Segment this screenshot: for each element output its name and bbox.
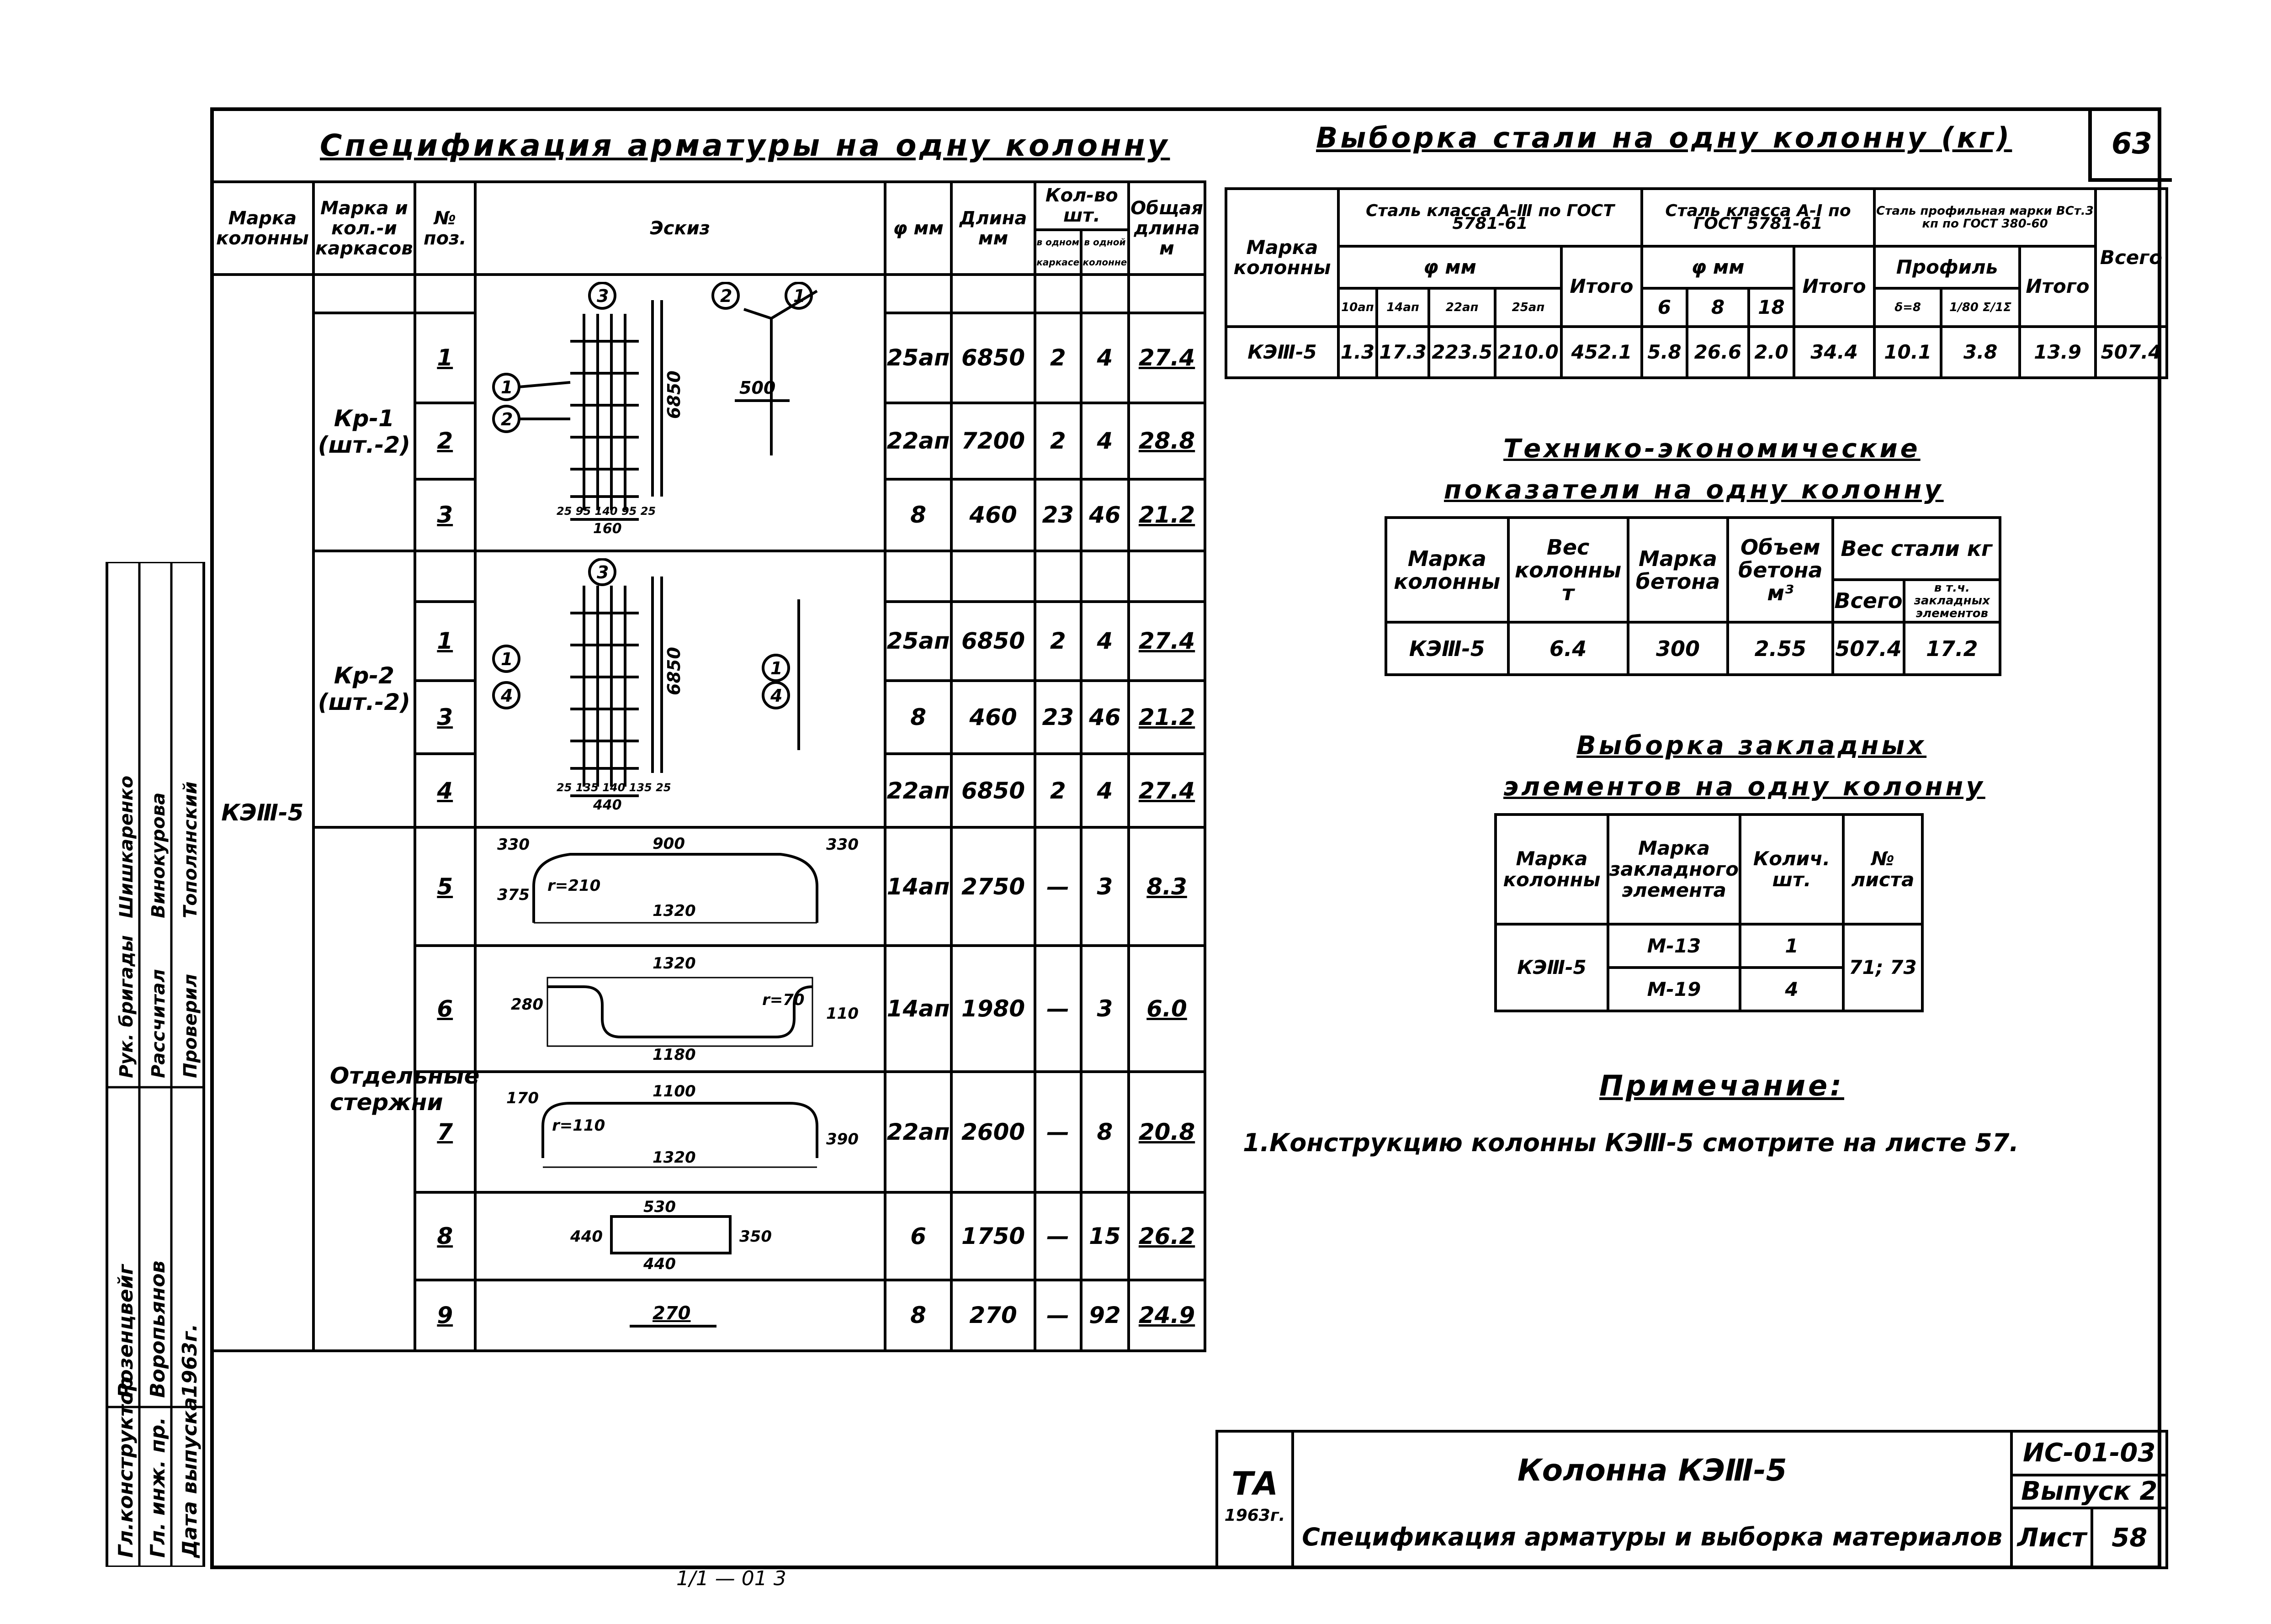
cell: 21.2 xyxy=(1129,681,1205,754)
sheet-no: 58 xyxy=(2092,1508,2167,1568)
cell: № листа xyxy=(1843,815,1922,924)
header-total: Общая длина м xyxy=(1129,182,1205,275)
cell: 6 xyxy=(1642,288,1687,327)
sketch-bar-5 xyxy=(475,827,885,946)
cell: КЭⅢ-5 xyxy=(1386,622,1508,675)
steel-prof-total: 13.9 xyxy=(2020,327,2096,378)
cell: 270 xyxy=(653,1303,691,1324)
tech-table xyxy=(1385,516,2001,676)
cell: 2 xyxy=(415,403,475,479)
note-text: 1.Конструкцию колонны КЭⅢ-5 смотрите на листе 57. xyxy=(1243,1128,2019,1157)
stamp-text: Гл. инж. пр. xyxy=(146,1417,170,1558)
emb-title-1: Выборка закладных xyxy=(1576,731,1927,761)
header-col-mark: Марка колонны xyxy=(212,182,313,275)
stamp-text: 1963г. xyxy=(178,1323,202,1398)
approval-stamp xyxy=(105,562,206,1567)
cell: 1/80 Σ/1Σ xyxy=(1941,288,2020,327)
cell: 20.8 xyxy=(1129,1072,1205,1193)
steel-h-itogo: Итого xyxy=(1561,246,1642,326)
spec-pos: 1 xyxy=(415,313,475,403)
sketch-kr2 xyxy=(475,551,885,827)
cell: 160 xyxy=(593,521,622,537)
cell: 8.3 xyxy=(1129,827,1205,946)
stamp-text: Рассчитал xyxy=(148,969,169,1078)
cell: 440 xyxy=(570,1227,603,1246)
cell: 14ап xyxy=(885,946,952,1071)
cell: 1320 xyxy=(653,901,696,920)
cell: 6850 xyxy=(951,754,1035,827)
title-block xyxy=(1215,1430,2168,1569)
cell: 1980 xyxy=(951,946,1035,1071)
cell: — xyxy=(1035,1280,1081,1351)
cell: 10ап xyxy=(1338,288,1377,327)
cell: 900 xyxy=(653,834,685,853)
cell: 6.4 xyxy=(1508,622,1628,675)
cell: 1750 xyxy=(951,1192,1035,1280)
header-pos: № поз. xyxy=(415,182,475,275)
cell: Вес колонны т xyxy=(1508,518,1628,622)
cell: 22ап xyxy=(1429,288,1495,327)
cell: Вес стали кг xyxy=(1833,518,2000,580)
cell: Кр-2 xyxy=(334,662,394,689)
steel-h-a1: Сталь класса А-Ⅰ по ГОСТ 5781-61 xyxy=(1642,189,1874,246)
cell: 7 xyxy=(415,1072,475,1193)
cell: 27.4 xyxy=(1129,313,1205,403)
cell: 6850 xyxy=(951,313,1035,403)
cell: М-19 xyxy=(1608,968,1740,1011)
cell: Марка колонны xyxy=(1496,815,1608,924)
svg-text:3: 3 xyxy=(597,286,609,307)
stamp-text: Гл.конструктор xyxy=(114,1376,138,1558)
column-mark: КЭⅢ-5 xyxy=(212,275,313,1351)
cell: 6 xyxy=(885,1192,952,1280)
cell: 8 xyxy=(415,1192,475,1280)
cell: 46 xyxy=(1081,479,1129,551)
cell: 4 xyxy=(1081,313,1129,403)
cell: 1.3 xyxy=(1338,327,1377,378)
emb-mark: КЭⅢ-5 xyxy=(1496,924,1608,1011)
cell: 6850 xyxy=(664,647,684,696)
cell: Объем бетона м³ xyxy=(1728,518,1833,622)
steel-h-a3: Сталь класса А-Ⅲ по ГОСТ 5781-61 xyxy=(1338,189,1642,246)
cell: δ=8 xyxy=(1874,288,1941,327)
cell: 15 xyxy=(1081,1192,1129,1280)
spec-title: Спецификация арматуры на одну колонну xyxy=(320,128,1170,163)
cell: 2 xyxy=(1035,313,1081,403)
sketch-bar-9 xyxy=(475,1280,885,1351)
cell: 25ап xyxy=(885,313,952,403)
cell: 1180 xyxy=(653,1045,696,1062)
rebar-spec-table xyxy=(210,180,1206,1352)
cell: 375 xyxy=(497,885,530,904)
steel-row-mark: КЭⅢ-5 xyxy=(1226,327,1338,378)
cell: 6 xyxy=(415,946,475,1071)
cell: 14ап xyxy=(1377,288,1429,327)
cell: 1100 xyxy=(653,1082,696,1100)
cell: 27.4 xyxy=(1129,754,1205,827)
cell: 28.8 xyxy=(1129,403,1205,479)
cell: 27.4 xyxy=(1129,602,1205,681)
cell: 2 xyxy=(1035,602,1081,681)
cell: r=70 xyxy=(762,990,805,1009)
cell: 2 xyxy=(1035,754,1081,827)
cell: 300 xyxy=(1628,622,1728,675)
frame-mark-kr1 xyxy=(313,313,415,551)
cell: 270 xyxy=(951,1280,1035,1351)
cell: 210.0 xyxy=(1495,327,1561,378)
issue: Выпуск 2 xyxy=(2011,1475,2167,1508)
cell: — xyxy=(1035,946,1081,1071)
cell: Марка колонны xyxy=(1386,518,1508,622)
cell: Марка закладного элемента xyxy=(1608,815,1740,924)
cell: 4 xyxy=(1081,403,1129,479)
cell: 330 xyxy=(826,835,859,854)
cell: 22ап xyxy=(885,1072,952,1193)
sheet-number: 63 xyxy=(2088,110,2172,182)
cell: 10.1 xyxy=(1874,327,1941,378)
svg-text:2: 2 xyxy=(501,409,513,430)
svg-text:4: 4 xyxy=(501,686,513,706)
cell: 500 xyxy=(739,378,776,398)
cell: 4 xyxy=(1081,754,1129,827)
cell: 3 xyxy=(1081,827,1129,946)
steel-h-prof: Сталь профильная марки ВСт.3 кп по ГОСТ 380-60 xyxy=(1874,189,2096,246)
cell: 25ап xyxy=(1495,288,1561,327)
stamp-text: Дата выпуска xyxy=(178,1397,202,1558)
svg-text:4: 4 xyxy=(770,686,783,706)
cell: 9 xyxy=(415,1280,475,1351)
svg-text:1: 1 xyxy=(501,649,513,670)
stamp-text: Воропьянов xyxy=(146,1260,170,1398)
cell: 3 xyxy=(1081,946,1129,1071)
svg-text:2: 2 xyxy=(720,286,732,307)
cell: 46 xyxy=(1081,681,1129,754)
steel-a3-total: 452.1 xyxy=(1561,327,1642,378)
stamp-text: Розенцвейг xyxy=(114,1264,138,1398)
stamp-text: Тополянский xyxy=(180,781,201,918)
header-diameter: φ мм xyxy=(885,182,952,275)
frame-mark-kr2 xyxy=(313,551,415,827)
cell: Колич. шт. xyxy=(1740,815,1843,924)
tech-title-2: показатели на одну колонну xyxy=(1444,475,1944,505)
cell: 170 xyxy=(506,1089,539,1107)
stamp-text: Винокурова xyxy=(148,792,169,918)
cell: 2.55 xyxy=(1728,622,1833,675)
svg-text:3: 3 xyxy=(597,562,609,583)
cell: 3 xyxy=(415,681,475,754)
cell: 25 135 140 135 25 xyxy=(557,781,671,794)
cell: 5 xyxy=(415,827,475,946)
drawing-code: ИС-01-03 xyxy=(2011,1431,2167,1475)
cell: 26.2 xyxy=(1129,1192,1205,1280)
cell: 4 xyxy=(1740,968,1843,1011)
header-qty-one: в одном каркасе xyxy=(1035,230,1081,275)
steel-a1-total: 34.4 xyxy=(1794,327,1874,378)
steel-h-itogo2: Итого xyxy=(1794,246,1874,326)
header-qty-col: в одной колонне xyxy=(1081,230,1129,275)
cell: 25ап xyxy=(885,602,952,681)
cell: 18 xyxy=(1749,288,1794,327)
logo: ТА 1963г. xyxy=(1217,1431,1293,1568)
cell: Отдельные стержни xyxy=(329,1062,480,1116)
cell: 350 xyxy=(739,1227,772,1246)
cell: 2 xyxy=(1035,403,1081,479)
cell: 530 xyxy=(643,1197,676,1216)
cell: 14ап xyxy=(885,827,952,946)
steel-h-total: Всего xyxy=(2096,189,2167,327)
cell: 1 xyxy=(415,602,475,681)
cell: 460 xyxy=(951,479,1035,551)
cell: 507.4 xyxy=(1833,622,1904,675)
cell: 17.3 xyxy=(1377,327,1429,378)
cell: 6850 xyxy=(664,370,684,419)
cell: 440 xyxy=(643,1254,676,1271)
cell: 8 xyxy=(885,1280,952,1351)
cell: 21.2 xyxy=(1129,479,1205,551)
steel-h-dmm: φ мм xyxy=(1338,246,1561,288)
cell: Марка бетона xyxy=(1628,518,1728,622)
stamp-text: Рук. бригады xyxy=(116,935,137,1078)
cell: 4 xyxy=(415,754,475,827)
steel-table xyxy=(1225,187,2168,379)
cell: в т.ч. закладных элементов xyxy=(1904,580,2000,623)
cell: — xyxy=(1035,1072,1081,1193)
steel-grand-total: 507.4 xyxy=(2096,327,2167,378)
cell: 24.9 xyxy=(1129,1280,1205,1351)
steel-h-dmm2: φ мм xyxy=(1642,246,1794,288)
cell: Кр-1 xyxy=(334,405,394,432)
cell: r=110 xyxy=(552,1116,605,1135)
cell: 22ап xyxy=(885,403,952,479)
svg-text:1: 1 xyxy=(770,658,783,679)
cell: 440 xyxy=(593,797,622,814)
cell: 280 xyxy=(511,995,544,1014)
cell: r=210 xyxy=(547,876,601,895)
drawing-subtitle: Спецификация арматуры и выборка материалов xyxy=(1293,1508,2011,1568)
cell: 5.8 xyxy=(1642,327,1687,378)
cell: 6850 xyxy=(951,602,1035,681)
cell: 6.0 xyxy=(1129,946,1205,1071)
cell: 3.8 xyxy=(1941,327,2020,378)
cell: (шт.-2) xyxy=(318,689,411,716)
svg-text:1: 1 xyxy=(501,377,513,398)
cell: 460 xyxy=(951,681,1035,754)
cell: — xyxy=(1035,1192,1081,1280)
sketch-bar-7 xyxy=(475,1072,885,1193)
header-frame-mark: Марка и кол.-и каркасов xyxy=(313,182,415,275)
cell: 23 xyxy=(1035,681,1081,754)
steel-title: Выборка стали на одну колонну (кг) xyxy=(1316,121,2012,154)
stray-mark: 1/1 — 01 3 xyxy=(676,1567,786,1590)
cell: 8 xyxy=(885,681,952,754)
cell: 330 xyxy=(497,835,530,854)
cell: 8 xyxy=(1687,288,1749,327)
note-title: Примечание: xyxy=(1599,1069,1844,1102)
sheet-label: Лист xyxy=(2011,1508,2092,1568)
steel-h-profile: Профиль xyxy=(1874,246,2020,288)
emb-sheets: 71; 73 xyxy=(1843,924,1922,1011)
steel-h-mark: Марка колонны xyxy=(1226,189,1338,327)
cell: 8 xyxy=(885,479,952,551)
embedded-table xyxy=(1494,813,1924,1012)
cell: 92 xyxy=(1081,1280,1129,1351)
cell: 2.0 xyxy=(1749,327,1794,378)
svg-text:1: 1 xyxy=(793,286,806,307)
cell: 110 xyxy=(826,1004,859,1023)
tech-title-1: Технико-экономические xyxy=(1503,434,1921,464)
cell: (шт.-2) xyxy=(318,432,411,459)
cell: 7200 xyxy=(951,403,1035,479)
cell: 4 xyxy=(1081,602,1129,681)
cell: 26.6 xyxy=(1687,327,1749,378)
frame-mark-bars xyxy=(313,827,480,1351)
cell: 223.5 xyxy=(1429,327,1495,378)
stamp-text: Проверил xyxy=(180,974,201,1078)
sketch-bar-8 xyxy=(475,1192,885,1280)
cell: 22ап xyxy=(885,754,952,827)
cell: 2600 xyxy=(951,1072,1035,1193)
cell: 1 xyxy=(1740,924,1843,968)
sketch-bar-6 xyxy=(475,946,885,1071)
drawing-name: Колонна КЭⅢ-5 xyxy=(1293,1431,2011,1508)
cell: М-13 xyxy=(1608,924,1740,968)
cell: 3 xyxy=(415,479,475,551)
cell: 1320 xyxy=(653,1148,696,1167)
cell: 25 95 140 95 25 xyxy=(557,505,656,518)
emb-title-2: элементов на одну колонну xyxy=(1503,772,1985,802)
cell: 17.2 xyxy=(1904,622,2000,675)
cell: 8 xyxy=(1081,1072,1129,1193)
cell: 2750 xyxy=(951,827,1035,946)
header-length: Длина мм xyxy=(951,182,1035,275)
stamp-text: Шишкаренко xyxy=(116,775,137,918)
cell: Всего xyxy=(1833,580,1904,623)
header-qty: Кол-во шт. xyxy=(1035,182,1129,230)
cell: — xyxy=(1035,827,1081,946)
header-sketch: Эскиз xyxy=(475,182,885,275)
cell: 23 xyxy=(1035,479,1081,551)
cell: 390 xyxy=(826,1130,859,1148)
sketch-kr1 xyxy=(475,275,885,551)
cell: 1320 xyxy=(653,954,696,973)
steel-h-itogo3: Итого xyxy=(2020,246,2096,326)
